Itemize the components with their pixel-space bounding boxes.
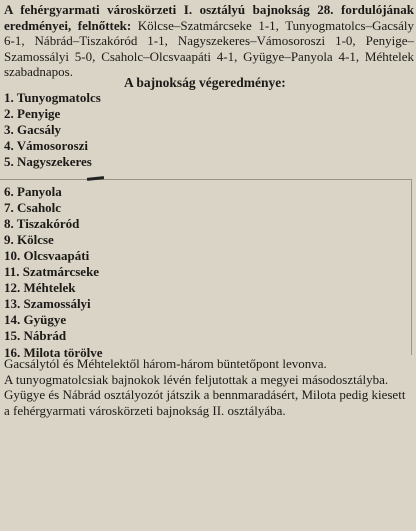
round-results-paragraph bbox=[4, 2, 414, 80]
team-cell: 14. Gyügye bbox=[4, 312, 67, 327]
team-cell: 13. Szamossályi bbox=[4, 296, 91, 311]
team-cell: 11. Szatmárcseke bbox=[4, 264, 100, 279]
team-cell: 2. Penyige bbox=[4, 106, 61, 121]
notes-section bbox=[4, 356, 412, 418]
team-cell: 7. Csaholc bbox=[4, 200, 62, 215]
note-relegation: Gyügye és Nábrád osztályozót játszik a bennmaradásért, Milota pedig kiesett a fehérgyarmati városkörzeti bajnokság II. osztályába. bbox=[4, 387, 406, 418]
note-promotion: A tunyogmatolcsiak bajnokok lévén feljutottak a megyei másodosztályba. bbox=[4, 371, 389, 387]
team-cell: 15. Nábrád bbox=[4, 328, 67, 343]
team-cell: 3. Gacsály bbox=[4, 122, 62, 137]
team-cell: 12. Méhtelek bbox=[4, 280, 76, 295]
note-penalty: Gacsálytól és Méhtelektől három-három büntetőpont levonva. bbox=[4, 356, 327, 371]
team-cell: 5. Nagyszekeres bbox=[4, 154, 92, 169]
round-results-text: Kölcse–Szatmárcseke 1-1, Tunyogmatolcs–Gacsály 6-1, Nábrád–Tiszakóród 1-1, Nagyszekeres–Vámosoroszi 1-0, Penyige–Szamossályi 5-0, Csaholc–Olcsvaapáti 4-1, Gyügye–Panyola 4-1, Méhtelek szabadnapos. bbox=[4, 17, 414, 80]
team-cell: 9. Kölcse bbox=[4, 232, 54, 247]
team-cell: 8. Tiszakóród bbox=[4, 216, 80, 231]
team-cell: 4. Vámosoroszi bbox=[4, 138, 89, 153]
team-cell: 16. Milota törölve bbox=[4, 345, 103, 360]
round-results-heading: A fehérgyarmati városkörzeti I. osztályú bajnokság 28. fordulójának eredményei, felnőttek: bbox=[4, 2, 414, 33]
standings-title: A bajnokság végeredménye: bbox=[124, 75, 286, 90]
team-cell: 1. Tunyogmatolcs bbox=[4, 90, 101, 105]
team-cell: 10. Olcsvaapáti bbox=[4, 248, 90, 263]
team-cell: 6. Panyola bbox=[4, 184, 62, 199]
